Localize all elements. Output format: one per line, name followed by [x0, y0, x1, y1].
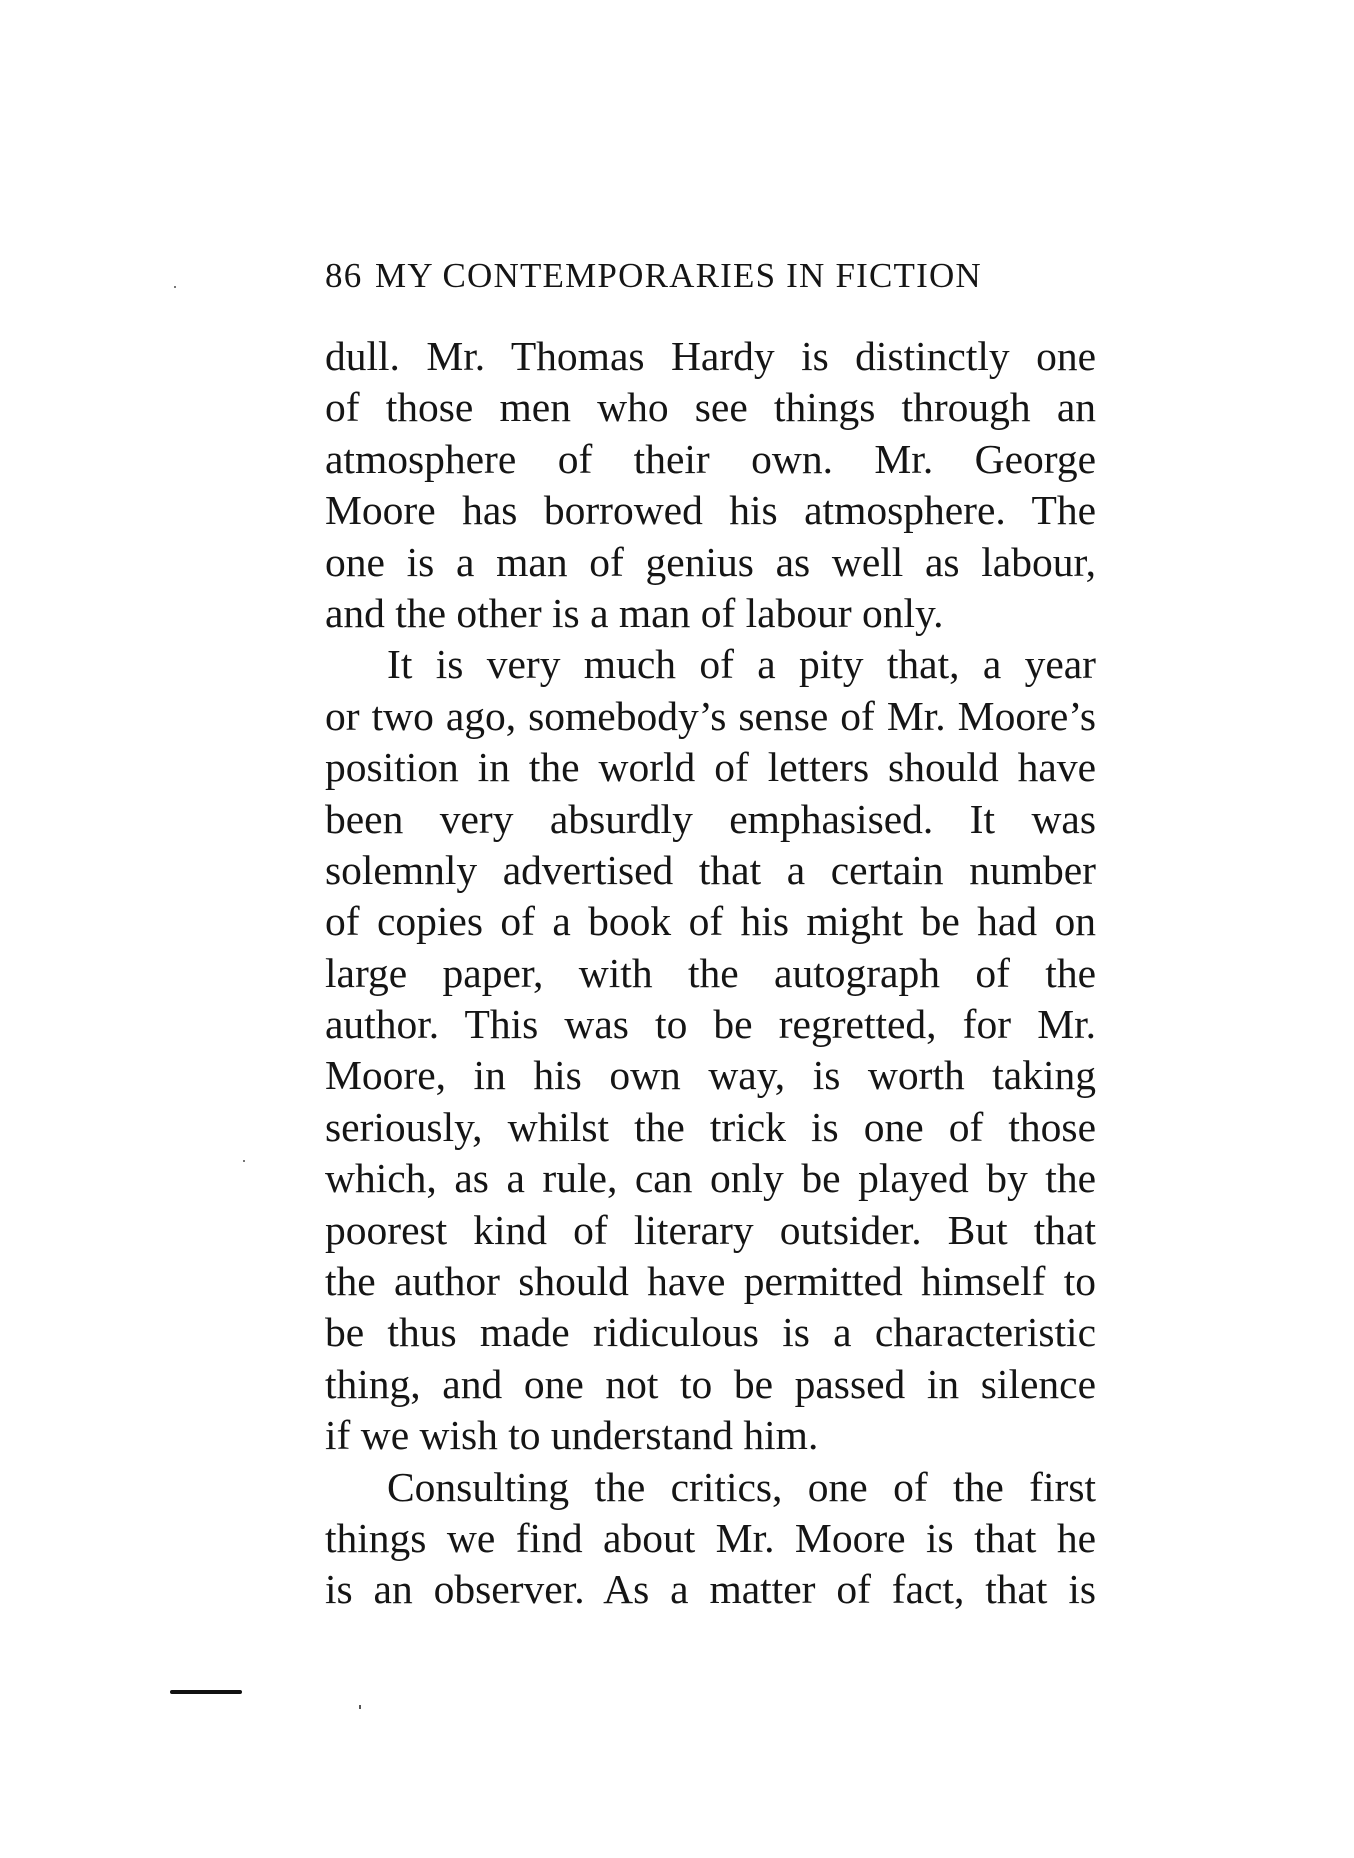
text-line: poorest kind of literary outsider. But that [325, 1206, 1096, 1253]
page-number: 86 [325, 256, 363, 295]
paragraph-start-line: It is very much of a pity that, a year [387, 641, 1096, 688]
text-line: position in the world of letters should have [325, 744, 1096, 791]
print-speck [243, 1160, 245, 1162]
text-line: things we find about Mr. Moore is that he [325, 1514, 1096, 1561]
text-line: of copies of a book of his might be had on [325, 898, 1096, 945]
text-line: if we wish to understand him. [325, 1412, 819, 1459]
body-text [325, 331, 1096, 1616]
text-line: author. This was to be regretted, for Mr. [325, 1001, 1096, 1048]
text-line: solemnly advertised that a certain number [325, 846, 1096, 893]
text-line: thing, and one not to be passed in silence [325, 1360, 1096, 1407]
text-line: one is a man of genius as well as labour, [325, 538, 1096, 585]
print-speck [359, 1705, 361, 1709]
text-line: Moore has borrowed his atmosphere. The [325, 487, 1096, 534]
print-dash-mark [170, 1690, 242, 1694]
running-title: MY CONTEMPORARIES IN FICTION [375, 256, 982, 295]
text-line: is an observer. As a matter of fact, that is [325, 1566, 1096, 1613]
text-line: Moore, in his own way, is worth taking [325, 1052, 1096, 1099]
text-line: large paper, with the autograph of the [325, 949, 1096, 996]
text-line: the author should have permitted himself to [325, 1258, 1096, 1305]
text-line: or two ago, somebody’s sense of Mr. Moore’s [325, 692, 1096, 739]
text-line: be thus made ridiculous is a characteristic [325, 1309, 1096, 1356]
text-line: dull. Mr. Thomas Hardy is distinctly one [325, 333, 1096, 379]
text-line: of those men who see things through an [325, 384, 1096, 431]
text-line: seriously, whilst the trick is one of those [325, 1103, 1096, 1150]
running-head [325, 254, 1095, 298]
text-line: atmosphere of their own. Mr. George [325, 435, 1096, 482]
text-line: been very absurdly emphasised. It was [325, 795, 1096, 842]
text-line: and the other is a man of labour only. [325, 589, 944, 636]
print-speck [174, 286, 176, 288]
paragraph-start-line: Consulting the critics, one of the first [387, 1463, 1096, 1510]
text-line: which, as a rule, can only be played by the [325, 1155, 1096, 1202]
